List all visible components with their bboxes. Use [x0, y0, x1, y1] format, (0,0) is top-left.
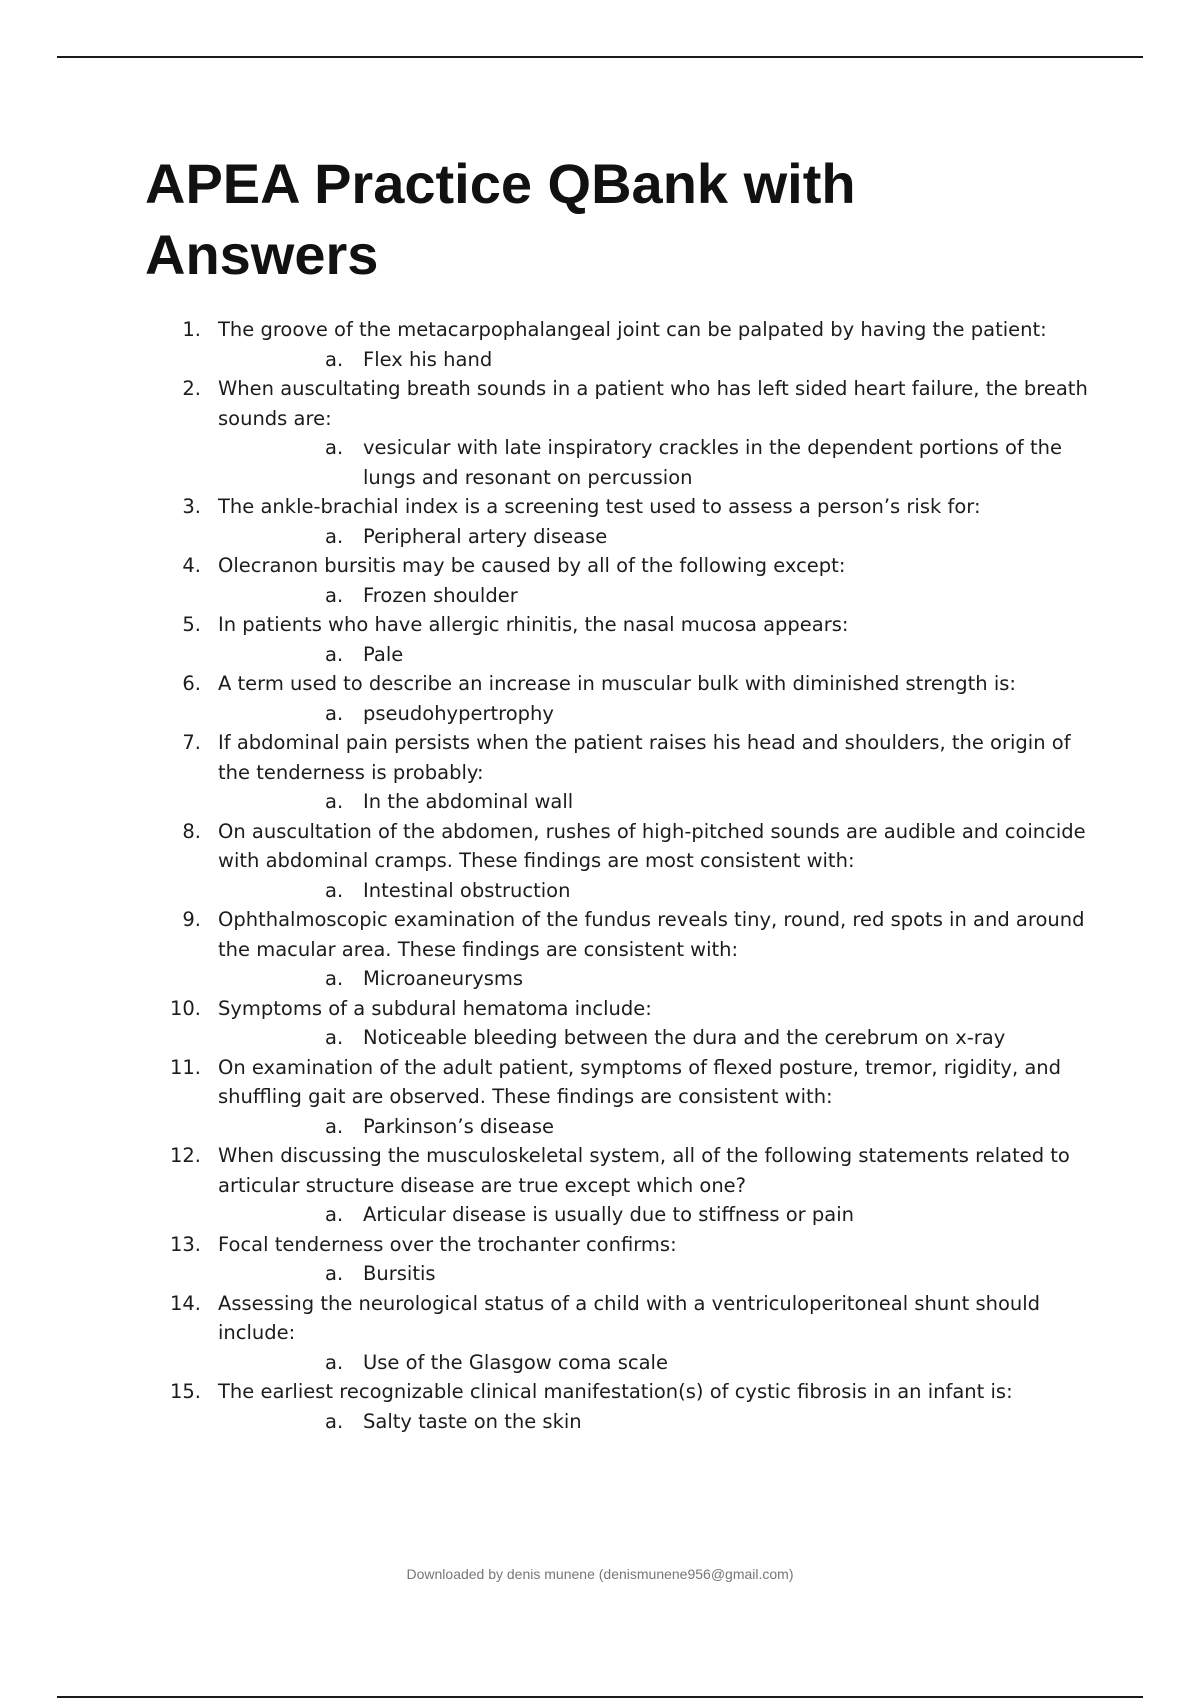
question-list — [145, 315, 1105, 1436]
answer-item — [218, 581, 1105, 611]
answer-label: a. — [325, 583, 344, 607]
question-item — [145, 1289, 1105, 1378]
question-item — [145, 610, 1105, 669]
answer-text: Bursitis — [363, 1262, 436, 1285]
question-item — [145, 1053, 1105, 1142]
answer-text: Salty taste on the skin — [363, 1409, 582, 1433]
answer-label: a. — [325, 347, 344, 371]
answer-item — [218, 345, 1105, 375]
question-item — [145, 374, 1105, 492]
answer-item — [218, 1259, 1105, 1289]
question-text: Olecranon bursitis may be caused by all of the following except: — [218, 554, 846, 577]
question-item — [145, 817, 1105, 906]
question-number: 2. — [182, 377, 201, 400]
answer-text: Pale — [363, 642, 404, 666]
bottom-rule — [57, 1696, 1143, 1698]
question-number: 4. — [182, 554, 201, 577]
question-number: 9. — [182, 908, 201, 931]
document-title — [145, 148, 1045, 290]
question-item — [145, 1377, 1105, 1436]
answer-text: In the abdominal wall — [363, 790, 574, 813]
answer-text: Flex his hand — [363, 347, 493, 371]
question-text: A term used to describe an increase in muscular bulk with diminished strength is: — [218, 672, 1016, 695]
answer-item — [218, 699, 1105, 729]
question-number: 11. — [169, 1055, 201, 1079]
answer-label: a. — [325, 1026, 344, 1049]
answer-item — [218, 1407, 1105, 1437]
answer-text: pseudohypertrophy — [363, 701, 554, 725]
question-text: The ankle-brachial index is a screening test used to assess a person’s risk for: — [218, 495, 981, 518]
answer-item — [218, 522, 1105, 552]
answer-item — [218, 433, 1105, 492]
question-number: 8. — [182, 819, 201, 843]
question-number: 14. — [169, 1291, 201, 1315]
question-item — [145, 551, 1105, 610]
question-item — [145, 1230, 1105, 1289]
answer-text: Noticeable bleeding between the dura and the cerebrum on x-ray — [363, 1026, 1006, 1049]
answer-text: Microaneurysms — [363, 967, 524, 990]
question-text: If abdominal pain persists when the patient raises his head and shoulders, the origin of the tenderness is probably: — [218, 731, 1071, 784]
answer-item — [218, 964, 1105, 994]
answer-text: Articular disease is usually due to stiffness or pain — [363, 1203, 855, 1226]
question-item — [145, 492, 1105, 551]
answer-text: Intestinal obstruction — [363, 878, 571, 902]
answer-label: a. — [325, 642, 344, 666]
question-item — [145, 1141, 1105, 1230]
question-item — [145, 669, 1105, 728]
question-text: Focal tenderness over the trochanter confirms: — [218, 1232, 677, 1256]
question-number: 3. — [182, 495, 201, 518]
answer-item — [218, 787, 1105, 817]
answer-item — [218, 1023, 1105, 1053]
question-text: Assessing the neurological status of a child with a ventriculoperitoneal shunt should include: — [218, 1291, 1041, 1344]
answer-item — [218, 1348, 1105, 1378]
answer-label: a. — [325, 524, 344, 548]
answer-label: a. — [325, 878, 344, 902]
answer-label: a. — [325, 1409, 344, 1433]
answer-text: Peripheral artery disease — [363, 524, 608, 548]
answer-text: Use of the Glasgow coma scale — [363, 1350, 668, 1374]
question-number: 5. — [182, 613, 201, 636]
question-number: 6. — [182, 672, 201, 695]
question-number: 15. — [169, 1380, 201, 1403]
question-number: 12. — [169, 1144, 201, 1167]
answer-label: a. — [325, 1350, 344, 1374]
top-rule — [57, 56, 1143, 58]
question-text: When auscultating breath sounds in a patient who has left sided heart failure, the breath sounds are: — [218, 377, 1088, 430]
question-item — [145, 905, 1105, 994]
question-number: 7. — [182, 731, 201, 754]
question-text: Ophthalmoscopic examination of the fundus reveals tiny, round, red spots in and around the macular area. These findings are consistent with: — [218, 908, 1085, 961]
question-item — [145, 994, 1105, 1053]
question-text: On examination of the adult patient, symptoms of flexed posture, tremor, rigidity, and shuffling gait are observed. These findings are consistent with: — [218, 1055, 1062, 1108]
answer-text: vesicular with late inspiratory crackles in the dependent portions of the lungs and resonant on percussion — [363, 436, 1062, 489]
answer-label: a. — [325, 701, 344, 725]
answer-label: a. — [325, 967, 344, 990]
answer-label: a. — [325, 1262, 344, 1285]
question-text: In patients who have allergic rhinitis, the nasal mucosa appears: — [218, 613, 849, 636]
answer-item — [218, 1112, 1105, 1142]
question-text: The groove of the metacarpophalangeal joint can be palpated by having the patient: — [218, 318, 1047, 341]
answer-text: Frozen shoulder — [363, 583, 518, 607]
answer-item — [218, 640, 1105, 670]
answer-label: a. — [325, 436, 344, 459]
answer-label: a. — [325, 1114, 344, 1138]
question-number: 10. — [169, 996, 201, 1020]
answer-item — [218, 876, 1105, 906]
question-text: Symptoms of a subdural hematoma include: — [218, 996, 652, 1020]
answer-text: Parkinson’s disease — [363, 1114, 554, 1138]
answer-label: a. — [325, 790, 344, 813]
question-text: The earliest recognizable clinical manifestation(s) of cystic fibrosis in an infant is: — [218, 1380, 1013, 1403]
answer-item — [218, 1200, 1105, 1230]
download-footer: Downloaded by denis munene (denismunene956@gmail.com) — [406, 1566, 794, 1582]
question-item — [145, 728, 1105, 817]
question-number: 13. — [169, 1232, 201, 1256]
title-line-1: APEA Practice QBank with — [145, 152, 856, 215]
title-line-2: Answers — [145, 223, 379, 286]
question-text: When discussing the musculoskeletal system, all of the following statements related to articular structure disease are true except which one? — [218, 1144, 1070, 1197]
question-item — [145, 315, 1105, 374]
answer-label: a. — [325, 1203, 344, 1226]
question-number: 1. — [182, 318, 201, 341]
question-text: On auscultation of the abdomen, rushes of high-pitched sounds are audible and coincide with abdominal cramps. These findings are most consistent with: — [218, 819, 1086, 872]
